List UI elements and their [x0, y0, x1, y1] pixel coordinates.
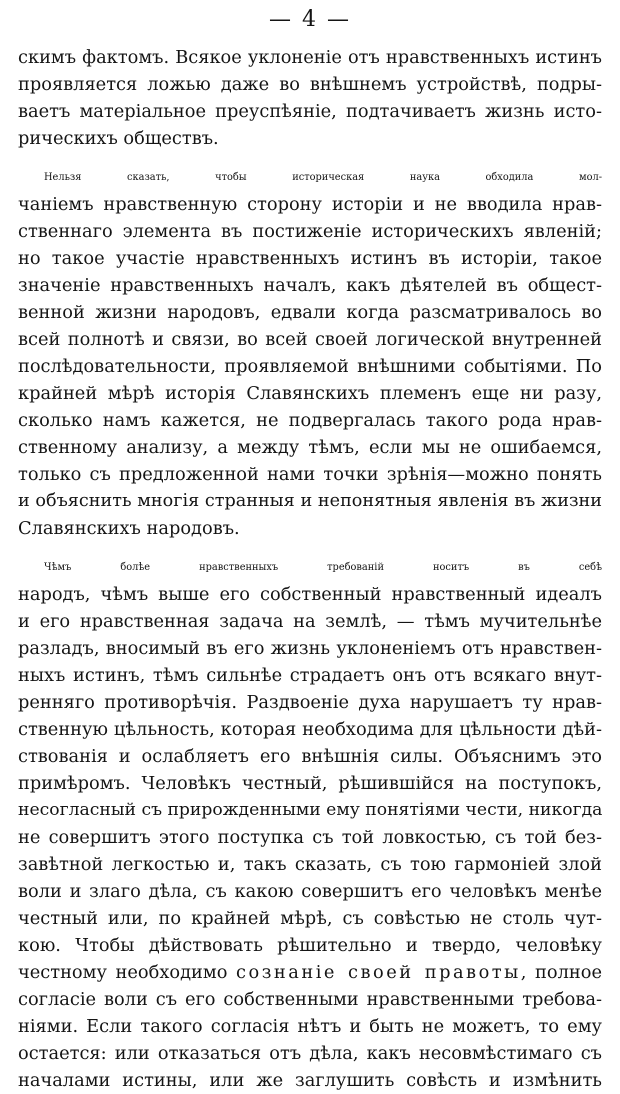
text-line: народъ, чѣмъ выше его собственный нравственный идеалъ — [18, 584, 602, 605]
text-line: ваетъ матеріальное преуспѣяніе, подтачиваетъ жизнь исто- — [18, 101, 602, 122]
paragraph-2 — [18, 164, 602, 542]
text-line: ныхъ истинъ, тѣмъ сильнѣе страдаетъ онъ отъ всякаго внут- — [18, 665, 602, 686]
text-line: Славянскихъ народовъ. — [18, 518, 240, 539]
text-line: несогласный съ прирожденными ему понятіями чести, никогда — [18, 800, 602, 820]
text-line: сколько намъ кажется, не подвергалась такого рода нрав- — [18, 410, 602, 431]
text-line: только съ предложенной нами точки зрѣнія—можно понять — [18, 464, 602, 485]
text-line: венной жизни народовъ, едвали когда разсматривалось во — [18, 302, 602, 323]
text-line: Чѣмъ болѣе нравственныхъ требованій носитъ въ себѣ — [44, 562, 602, 573]
text-line: но такое участіе нравственныхъ истинъ въ исторіи, такое — [18, 248, 602, 269]
text-line: завѣтной легкостью и, такъ сказать, съ тою гармоніей злой — [18, 854, 602, 875]
page-number: — 4 — — [269, 7, 351, 32]
text-line: началами истины, или же заглушить совѣсть и измѣнить — [18, 1070, 602, 1091]
text-line: ственную цѣльность, которая необходима для цѣльности дѣй- — [18, 719, 602, 740]
text-line: воли и злаго дѣла, съ какою совершитъ его человѣкъ менѣе — [18, 881, 602, 902]
text-line: и его нравственная задача на землѣ, — тѣмъ мучительнѣе — [18, 611, 602, 632]
text-line: ренняго противорѣчія. Раздвоеніе духа нарушаетъ ту нрав- — [18, 692, 602, 713]
text-line: ственному анализу, а между тѣмъ, если мы не ошибаемся, — [18, 437, 602, 458]
text-line: примѣромъ. Человѣкъ честный, рѣшившійся на поступокъ, — [18, 773, 602, 794]
text-line: значеніе нравственныхъ началъ, какъ дѣятелей въ общест- — [18, 275, 602, 296]
text-line: ніями. Если такого согласія нѣтъ и быть не можетъ, то ему — [18, 1016, 602, 1037]
text-line — [18, 959, 602, 986]
text-line: послѣдовательности, проявляемой внѣшними событіями. По — [18, 356, 602, 377]
text-line: кою. Чтобы дѣйствовать рѣшительно и твердо, человѣку — [18, 935, 602, 956]
text-line: и объяснить многія странныя и непонятныя явленія въ жизни — [18, 491, 602, 511]
text-line: крайней мѣрѣ исторія Славянскихъ племенъ еще ни разу, — [18, 383, 602, 404]
text-line: не совершитъ этого поступка съ той ловкостью, съ той без- — [18, 827, 602, 848]
text-line: остается: или отказаться отъ дѣла, какъ несовмѣстимаго съ — [18, 1043, 602, 1064]
emphasized-text: сознаніе своей правоты — [236, 962, 521, 983]
text-line: ственнаго элемента въ постиженіе историческихъ явленій; — [18, 221, 602, 242]
text-line: ствованія и ослабляетъ его внѣшнія силы. Объяснимъ это — [18, 746, 602, 767]
text-line: рическихъ обществъ. — [18, 128, 219, 149]
body-text — [18, 44, 602, 1094]
text-line: проявляется ложью даже во внѣшнемъ устройствѣ, подры- — [18, 74, 602, 95]
text-line: всей полнотѣ и связи, во всей своей логической внутренней — [18, 329, 602, 350]
text-line: разладъ, вносимый въ его жизнь уклоненіемъ отъ нравствен- — [18, 638, 602, 659]
text-line: чаніемъ нравственную сторону исторіи и не вводила нрав- — [18, 194, 602, 215]
paragraph-3 — [18, 554, 602, 1094]
text-fragment: честному необходимо — [18, 962, 237, 983]
text-fragment: , полное — [520, 962, 602, 983]
text-line: Нельзя сказать, чтобы историческая наука обходила мол- — [44, 172, 602, 183]
text-line: честный или, по крайней мѣрѣ, съ совѣстью не столь чут- — [18, 908, 602, 929]
paragraph-1 — [18, 44, 602, 152]
text-line: согласіе воли съ его собственными нравственными требова- — [18, 989, 602, 1010]
text-line: скимъ фактомъ. Всякое уклоненіе отъ нравственныхъ истинъ — [18, 47, 602, 68]
